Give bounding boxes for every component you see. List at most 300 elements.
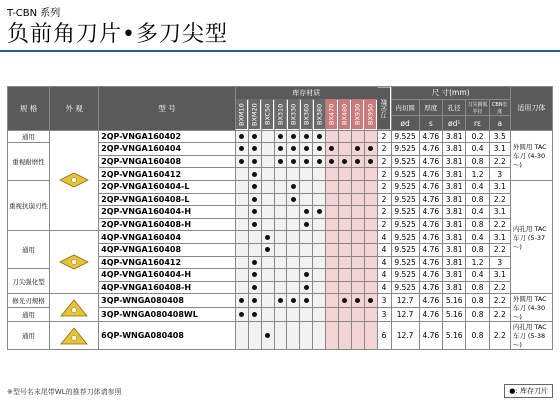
stock-cell <box>351 308 364 322</box>
model-cell: 3QP-WNGA080408WL <box>99 308 236 322</box>
col-t: 厚度 <box>419 99 442 116</box>
stock-cell <box>300 294 313 308</box>
stock-dot-icon <box>304 272 309 277</box>
spec-r: 1.2 <box>466 168 489 181</box>
spec-t: 4.76 <box>419 322 442 350</box>
spec-a: 3 <box>489 256 510 269</box>
stock-cell <box>235 269 248 282</box>
spec-d1: 3.81 <box>442 143 465 156</box>
stock-cell <box>338 143 351 156</box>
spec-r: 0.8 <box>466 294 489 308</box>
stock-dot-icon <box>368 146 373 151</box>
spec-n: 2 <box>377 130 391 143</box>
spec-d1: 3.81 <box>442 218 465 231</box>
spec-r: 0.8 <box>466 155 489 168</box>
stock-cell <box>325 281 338 294</box>
spec-r: 0.4 <box>466 231 489 244</box>
spec-a: 2.2 <box>489 155 510 168</box>
stock-cell <box>313 294 326 308</box>
sym-a: a <box>489 116 510 130</box>
stock-cell <box>235 130 248 143</box>
stock-cell <box>325 243 338 256</box>
spec-n: 4 <box>377 231 391 244</box>
spec-t: 4.76 <box>419 256 442 269</box>
spec-d: 9.525 <box>391 243 419 256</box>
stock-cell <box>274 231 287 244</box>
spec-r: 0.4 <box>466 143 489 156</box>
stock-cell <box>300 193 313 206</box>
stock-cell <box>235 322 248 350</box>
table-row <box>8 231 553 244</box>
stock-dot-icon <box>252 222 257 227</box>
stock-cell <box>287 231 300 244</box>
stock-dot-icon <box>304 285 309 290</box>
spec-a: 3.1 <box>489 180 510 193</box>
stock-cell <box>274 168 287 181</box>
spec-d: 9.525 <box>391 218 419 231</box>
stock-cell <box>235 180 248 193</box>
stock-cell <box>338 168 351 181</box>
stock-cell <box>325 168 338 181</box>
stock-cell <box>274 155 287 168</box>
stock-cell <box>325 308 338 322</box>
stock-dot-icon <box>239 298 244 303</box>
stock-cell <box>364 308 377 322</box>
spec-a: 2.2 <box>489 322 510 350</box>
stock-cell <box>313 206 326 219</box>
spec-a: 3.1 <box>489 143 510 156</box>
stock-cell <box>235 243 248 256</box>
page-title: 负前角刀片•多刀尖型 <box>7 22 228 47</box>
stock-cell <box>313 308 326 322</box>
model-cell: 2QP-VNGA160404-H <box>99 206 236 219</box>
stock-cell <box>287 269 300 282</box>
grade-header: BX930 <box>351 99 364 130</box>
stock-cell <box>261 243 274 256</box>
spec-d: 9.525 <box>391 269 419 282</box>
stock-cell <box>313 168 326 181</box>
stock-cell <box>325 269 338 282</box>
stock-cell <box>261 193 274 206</box>
stock-cell <box>325 256 338 269</box>
grade-header: BXM20 <box>248 99 261 130</box>
stock-cell <box>248 180 261 193</box>
col-d: 内切圆 <box>391 99 419 116</box>
stock-cell <box>313 243 326 256</box>
stock-cell <box>235 308 248 322</box>
spec-t: 4.76 <box>419 130 442 143</box>
stock-cell <box>274 243 287 256</box>
stock-cell <box>235 206 248 219</box>
stock-cell <box>248 155 261 168</box>
legend: ●: 库存刀片 <box>504 384 553 398</box>
stock-cell <box>338 243 351 256</box>
spec-d: 9.525 <box>391 231 419 244</box>
stock-cell <box>351 269 364 282</box>
stock-dot-icon <box>252 298 257 303</box>
stock-cell <box>287 322 300 350</box>
stock-cell <box>338 231 351 244</box>
stock-cell <box>274 256 287 269</box>
spec-a: 2.2 <box>489 193 510 206</box>
stock-cell <box>300 143 313 156</box>
col-app: 适用刀体 <box>510 87 552 131</box>
stock-cell <box>261 180 274 193</box>
stock-cell <box>325 231 338 244</box>
stock-cell <box>248 243 261 256</box>
stock-cell <box>274 143 287 156</box>
stock-cell <box>338 193 351 206</box>
stock-cell <box>248 269 261 282</box>
spec-n: 4 <box>377 243 391 256</box>
stock-cell <box>338 130 351 143</box>
stock-cell <box>261 130 274 143</box>
stock-cell <box>287 206 300 219</box>
model-cell: 2QP-VNGA160402 <box>99 130 236 143</box>
stock-cell <box>248 322 261 350</box>
stock-cell <box>313 130 326 143</box>
footnote: ※型号名末尾带WL的推荐刀体请参照 <box>7 388 122 396</box>
stock-cell <box>364 130 377 143</box>
spec-t: 4.76 <box>419 243 442 256</box>
stock-cell <box>300 206 313 219</box>
stock-cell <box>351 168 364 181</box>
stock-dot-icon <box>329 146 334 151</box>
model-cell: 6QP-WNGA080408 <box>99 322 236 350</box>
stock-cell <box>300 243 313 256</box>
stock-cell <box>287 281 300 294</box>
spec-d: 12.7 <box>391 322 419 350</box>
stock-cell <box>313 193 326 206</box>
stock-cell <box>248 193 261 206</box>
spec-d1: 3.81 <box>442 180 465 193</box>
stock-dot-icon <box>265 235 270 240</box>
spec-d: 9.525 <box>391 256 419 269</box>
spec-t: 4.76 <box>419 231 442 244</box>
stock-cell <box>261 231 274 244</box>
stock-cell <box>351 256 364 269</box>
stock-cell <box>325 218 338 231</box>
spec-t: 4.76 <box>419 218 442 231</box>
spec-t: 4.76 <box>419 193 442 206</box>
col-r: 刀尖圆弧半径 <box>466 99 489 116</box>
spec-d: 9.525 <box>391 180 419 193</box>
spec-d1: 3.81 <box>442 256 465 269</box>
stock-cell <box>235 256 248 269</box>
stock-dot-icon <box>368 159 373 164</box>
stock-dot-icon <box>291 146 296 151</box>
stock-cell <box>351 130 364 143</box>
spec-d1: 3.81 <box>442 168 465 181</box>
stock-cell <box>261 308 274 322</box>
stock-dot-icon <box>355 159 360 164</box>
spec-d: 12.7 <box>391 308 419 322</box>
spec-a: 2.2 <box>489 243 510 256</box>
stock-dot-icon <box>317 134 322 139</box>
stock-cell <box>351 294 364 308</box>
insert-shape-icon <box>50 231 99 294</box>
stock-dot-icon <box>355 298 360 303</box>
stock-cell <box>364 231 377 244</box>
stock-dot-icon <box>304 298 309 303</box>
model-cell: 4QP-VNGA160404 <box>99 231 236 244</box>
grade-header: BX380 <box>313 99 326 130</box>
spec-r: 0.8 <box>466 281 489 294</box>
spec-a: 3.1 <box>489 206 510 219</box>
stock-cell <box>325 180 338 193</box>
stock-cell <box>300 218 313 231</box>
spec-d1: 5.16 <box>442 308 465 322</box>
stock-cell <box>351 193 364 206</box>
spec-n: 3 <box>377 294 391 308</box>
stock-cell <box>300 269 313 282</box>
spec-cell: 通用 <box>8 130 50 143</box>
stock-cell <box>235 143 248 156</box>
col-size: 尺 寸(mm) <box>391 87 510 100</box>
stock-cell <box>235 193 248 206</box>
spec-a: 2.2 <box>489 308 510 322</box>
stock-cell <box>261 143 274 156</box>
stock-cell <box>338 155 351 168</box>
model-cell: 4QP-VNGA160408 <box>99 243 236 256</box>
spec-n: 2 <box>377 206 391 219</box>
spec-a: 3.1 <box>489 231 510 244</box>
stock-cell <box>364 322 377 350</box>
stock-dot-icon <box>252 159 257 164</box>
table-row <box>8 322 553 350</box>
app-cell: 外圆用 TAC车刀 (4-30～) <box>510 294 552 322</box>
stock-cell <box>338 256 351 269</box>
stock-dot-icon <box>252 312 257 317</box>
spec-n: 6 <box>377 322 391 350</box>
spec-t: 4.76 <box>419 155 442 168</box>
stock-cell <box>313 256 326 269</box>
spec-d1: 3.81 <box>442 206 465 219</box>
stock-dot-icon <box>304 146 309 151</box>
stock-cell <box>338 308 351 322</box>
spec-d: 9.525 <box>391 281 419 294</box>
stock-cell <box>261 168 274 181</box>
insert-shape-icon <box>50 322 99 350</box>
stock-cell <box>235 155 248 168</box>
stock-cell <box>274 269 287 282</box>
stock-dot-icon <box>304 134 309 139</box>
stock-cell <box>300 180 313 193</box>
stock-dot-icon <box>342 159 347 164</box>
spec-t: 4.76 <box>419 281 442 294</box>
model-cell: 2QP-VNGA160404 <box>99 143 236 156</box>
stock-cell <box>274 218 287 231</box>
stock-cell <box>235 294 248 308</box>
stock-cell <box>325 193 338 206</box>
spec-r: 0.8 <box>466 243 489 256</box>
stock-cell <box>248 231 261 244</box>
stock-dot-icon <box>252 260 257 265</box>
model-cell: 2QP-VNGA160408-H <box>99 218 236 231</box>
stock-cell <box>274 322 287 350</box>
stock-cell <box>364 180 377 193</box>
col-model: 型 号 <box>99 87 236 131</box>
spec-d: 9.525 <box>391 168 419 181</box>
spec-t: 4.76 <box>419 308 442 322</box>
stock-cell <box>248 168 261 181</box>
sym-t: s <box>419 116 442 130</box>
stock-cell <box>248 256 261 269</box>
stock-cell <box>300 281 313 294</box>
stock-cell <box>274 308 287 322</box>
spec-d1: 3.81 <box>442 193 465 206</box>
stock-dot-icon <box>265 247 270 252</box>
stock-cell <box>313 269 326 282</box>
stock-cell <box>364 256 377 269</box>
stock-dot-icon <box>278 298 283 303</box>
model-cell: 2QP-VNGA160408-L <box>99 193 236 206</box>
spec-n: 2 <box>377 143 391 156</box>
sym-d1: ød¹ <box>442 116 465 130</box>
stock-cell <box>313 322 326 350</box>
spec-n: 4 <box>377 281 391 294</box>
spec-r: 0.4 <box>466 269 489 282</box>
stock-dot-icon <box>252 197 257 202</box>
stock-cell <box>325 322 338 350</box>
stock-cell <box>364 193 377 206</box>
stock-dot-icon <box>304 222 309 227</box>
spec-cell: 重视抗崩刃性 <box>8 180 50 230</box>
stock-cell <box>364 269 377 282</box>
stock-cell <box>248 143 261 156</box>
stock-cell <box>274 193 287 206</box>
stock-dot-icon <box>252 172 257 177</box>
spec-n: 2 <box>377 218 391 231</box>
stock-dot-icon <box>252 134 257 139</box>
table-row <box>8 130 553 143</box>
stock-cell <box>287 143 300 156</box>
stock-cell <box>313 281 326 294</box>
grade-header: BX330 <box>287 99 300 130</box>
stock-cell <box>351 143 364 156</box>
col-edges: 刀尖数 <box>377 87 391 131</box>
spec-t: 4.76 <box>419 168 442 181</box>
stock-dot-icon <box>317 159 322 164</box>
stock-cell <box>325 130 338 143</box>
stock-dot-icon <box>252 285 257 290</box>
stock-dot-icon <box>239 134 244 139</box>
grade-header: BXC50 <box>261 99 274 130</box>
series-label: T-CBN 系列 <box>7 8 61 19</box>
stock-cell <box>325 155 338 168</box>
stock-cell <box>351 180 364 193</box>
stock-cell <box>364 281 377 294</box>
stock-cell <box>351 218 364 231</box>
stock-cell <box>313 155 326 168</box>
spec-a: 3 <box>489 168 510 181</box>
insert-table <box>7 86 553 350</box>
grade-header: BX470 <box>325 99 338 130</box>
stock-dot-icon <box>329 159 334 164</box>
stock-cell <box>248 218 261 231</box>
spec-r: 0.4 <box>466 180 489 193</box>
stock-dot-icon <box>252 184 257 189</box>
stock-cell <box>248 130 261 143</box>
spec-r: 0.4 <box>466 206 489 219</box>
col-a: CBN长度 <box>489 99 510 116</box>
stock-dot-icon <box>252 146 257 151</box>
stock-cell <box>351 243 364 256</box>
spec-a: 2.2 <box>489 294 510 308</box>
stock-dot-icon <box>239 146 244 151</box>
stock-cell <box>300 155 313 168</box>
stock-cell <box>287 308 300 322</box>
spec-a: 3.5 <box>489 130 510 143</box>
stock-cell <box>261 256 274 269</box>
stock-cell <box>261 322 274 350</box>
spec-cell: 通用 <box>8 308 50 322</box>
spec-d1: 3.81 <box>442 269 465 282</box>
stock-cell <box>338 294 351 308</box>
spec-d: 9.525 <box>391 155 419 168</box>
spec-cell: 通用 <box>8 322 50 350</box>
stock-dot-icon <box>291 134 296 139</box>
stock-cell <box>248 281 261 294</box>
spec-d: 12.7 <box>391 294 419 308</box>
grade-header: BX360 <box>300 99 313 130</box>
model-cell: 3QP-WNGA080408 <box>99 294 236 308</box>
model-cell: 4QP-VNGA160404-H <box>99 269 236 282</box>
stock-dot-icon <box>239 312 244 317</box>
stock-dot-icon <box>317 209 322 214</box>
stock-cell <box>287 256 300 269</box>
stock-dot-icon <box>342 298 347 303</box>
spec-t: 4.76 <box>419 294 442 308</box>
stock-dot-icon <box>291 197 296 202</box>
stock-dot-icon <box>278 134 283 139</box>
stock-cell <box>261 281 274 294</box>
model-cell: 2QP-VNGA160404-L <box>99 180 236 193</box>
stock-cell <box>235 168 248 181</box>
stock-cell <box>351 231 364 244</box>
model-cell: 2QP-VNGA160408 <box>99 155 236 168</box>
insert-shape-icon <box>50 294 99 322</box>
sym-d: ød <box>391 116 419 130</box>
spec-r: 0.2 <box>466 130 489 143</box>
stock-cell <box>313 218 326 231</box>
stock-dot-icon <box>291 159 296 164</box>
stock-cell <box>313 231 326 244</box>
spec-cell: 刀尖强化型 <box>8 269 50 294</box>
stock-cell <box>287 155 300 168</box>
app-cell: 内孔用 TAC车刀 (5-37～) <box>510 180 552 293</box>
stock-cell <box>313 143 326 156</box>
spec-n: 2 <box>377 155 391 168</box>
stock-cell <box>261 294 274 308</box>
spec-r: 0.8 <box>466 193 489 206</box>
model-cell: 4QP-VNGA160412 <box>99 256 236 269</box>
grade-header: BXM10 <box>235 99 248 130</box>
insert-shape-icon <box>50 130 99 231</box>
stock-cell <box>338 180 351 193</box>
stock-cell <box>300 168 313 181</box>
app-cell: 外圆用 TAC车刀 (4-30～) <box>510 130 552 180</box>
stock-cell <box>287 168 300 181</box>
spec-n: 2 <box>377 168 391 181</box>
spec-r: 0.8 <box>466 218 489 231</box>
stock-cell <box>248 294 261 308</box>
stock-cell <box>300 231 313 244</box>
spec-n: 4 <box>377 269 391 282</box>
stock-cell <box>261 269 274 282</box>
grade-header: BX950 <box>364 99 377 130</box>
spec-d: 9.525 <box>391 130 419 143</box>
